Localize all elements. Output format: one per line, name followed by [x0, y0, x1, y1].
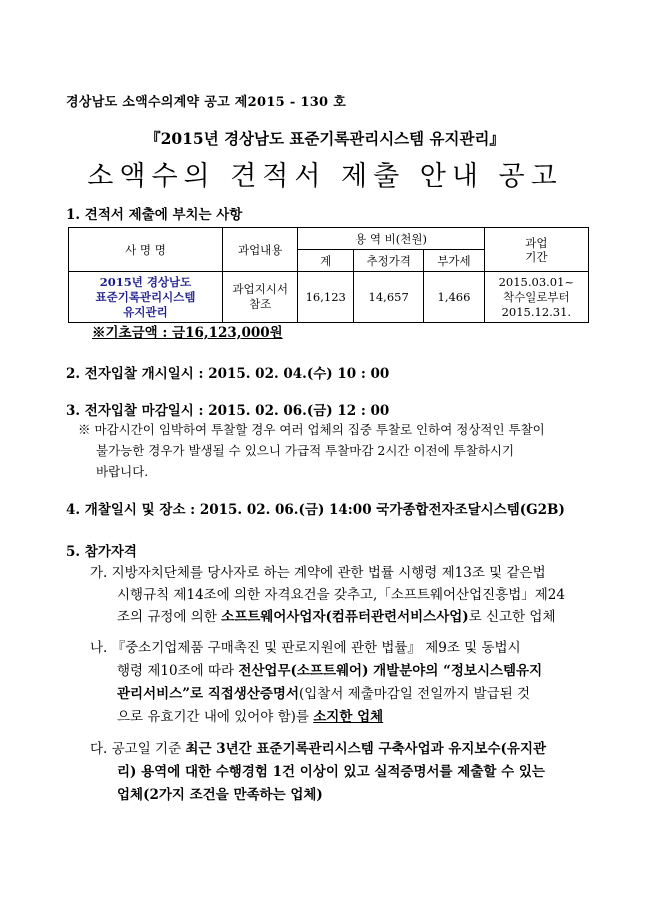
- header-vat: 부가세: [424, 250, 484, 272]
- item-ga-line1: 가. 지방자치단체를 당사자로 하는 계약에 관한 법률 시행령 제13조 및 같은법: [90, 565, 546, 581]
- base-amount: ※기초금액 : 금16,123,000원: [92, 325, 283, 341]
- notice-subtitle: 『2015년 경상남도 표준기록관리시스템 유지관리』: [145, 129, 505, 148]
- section3-note-line2: 불가능한 경우가 발생될 수 있으니 가급적 투찰마감 2시간 이전에 투찰하시기: [96, 443, 515, 458]
- section3-heading: 3. 전자입찰 마감일시 : 2015. 02. 06.(금) 12 : 00: [66, 403, 390, 419]
- item-ga-line2: 시행규칙 제14조에 의한 자격요건을 갖추고,「소프트웨어산업진흥법」제24: [117, 587, 565, 603]
- section5-heading: 5. 참가자격: [66, 544, 137, 560]
- cell-project: 2015년 경상남도 표준기록관리시스템 유지관리: [69, 272, 223, 323]
- item-da-line1: 다. 공고일 기준 최근 3년간 표준기록관리시스템 구축사업과 유지보수(유지관: [90, 741, 547, 757]
- item-na-line3: 관리서비스”로 직접생산증명서(입찰서 제출마감일 전일까지 발급된 것: [117, 686, 531, 702]
- item-na-line4: 으로 유효기간 내에 있어야 함)를 소지한 업체: [117, 709, 384, 725]
- section3-note-line1: ※ 마감시간이 임박하여 투찰할 경우 여러 업체의 집중 투찰로 인하여 정상적인 투찰이: [78, 422, 545, 437]
- cell-task: 과업지시서 참조: [222, 272, 297, 323]
- cell-period: 2015.03.01~ 착수일로부터 2015.12.31.: [484, 272, 588, 323]
- section3-note-line3: 바랍니다.: [96, 464, 149, 479]
- header-project: 사 명 명: [69, 228, 223, 272]
- section1-heading: 1. 견적서 제출에 부치는 사항: [66, 207, 243, 223]
- item-da-line2: 리) 용역에 대한 수행경험 1건 이상이 있고 실적증명서를 제출할 수 있는: [117, 764, 545, 780]
- cell-estimate: 14,657: [354, 272, 424, 323]
- header-task: 과업내용: [222, 228, 297, 272]
- section2-heading: 2. 전자입찰 개시일시 : 2015. 02. 04.(수) 10 : 00: [66, 366, 390, 382]
- header-period: 과업 기간: [484, 228, 588, 272]
- header-estimate: 추정가격: [354, 250, 424, 272]
- section4-heading: 4. 개찰일시 및 장소 : 2015. 02. 06.(금) 14:00 국가종합전자조달시스템(G2B): [66, 502, 565, 518]
- header-fee: 용 역 비(천원): [298, 228, 484, 250]
- item-ga-line3: 조의 규정에 의한 소프트웨어사업자(컴퓨터관련서비스사업)로 신고한 업체: [117, 609, 556, 625]
- table-row: [69, 272, 589, 323]
- header-total: 계: [298, 250, 354, 272]
- item-na-line1: 나. 『중소기업제품 구매촉진 및 판로지원에 관한 법률』 제9조 및 동법시: [90, 640, 521, 656]
- fee-table: [68, 227, 589, 323]
- cell-vat: 1,466: [424, 272, 484, 323]
- notice-number: 경상남도 소액수의계약 공고 제2015 - 130 호: [66, 95, 347, 110]
- notice-title: 소액수의 견적서 제출 안내 공고: [87, 161, 563, 192]
- cell-total: 16,123: [298, 272, 354, 323]
- item-da-line3: 업체(2가지 조건을 만족하는 업체): [117, 787, 323, 803]
- item-na-line2: 행령 제10조에 따라 전산업무(소프트웨어) 개발분야의 “정보시스템유지: [117, 663, 543, 679]
